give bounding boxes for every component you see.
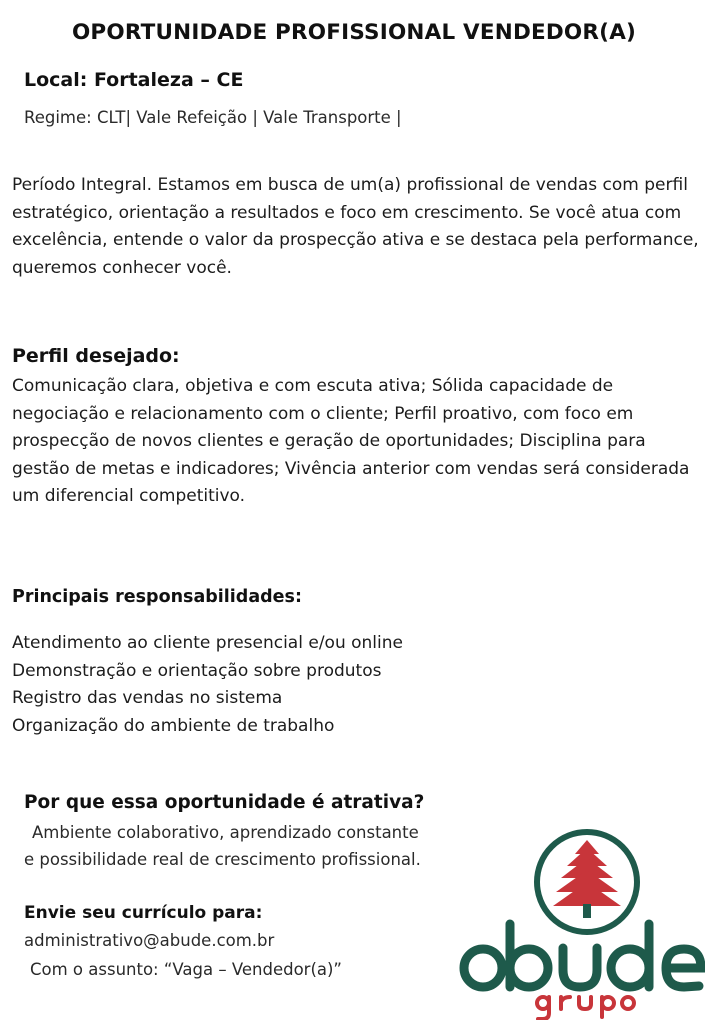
why-text-line-2: e possibilidade real de crescimento profissional.: [24, 850, 421, 869]
list-item: Registro das vendas no sistema: [12, 688, 283, 708]
cedar-emblem-icon: [537, 832, 637, 932]
employment-regime: Regime: CLT| Vale Refeição | Vale Transporte |: [24, 108, 402, 127]
abude-logo: [455, 820, 705, 1020]
profile-heading: Perfil desejado:: [12, 345, 180, 367]
why-heading: Por que essa oportunidade é atrativa?: [24, 792, 425, 813]
profile-paragraph: Comunicação clara, objetiva e com escuta ativa; Sólida capacidade de negociação e relacionamento com o cliente; Perfil proativo, com foco em prospecção de novos clientes e geração de oportunidades; Disciplina para gestão de metas e indicadores; Vivência anterior com vendas será considerada um diferencial competitivo.: [12, 376, 690, 506]
contact-email[interactable]: administrativo@abude.com.br: [24, 931, 275, 950]
location-label: Local: Fortaleza – CE: [24, 69, 244, 91]
responsibilities-list: [12, 630, 403, 740]
intro-paragraph: Período Integral. Estamos em busca de um(a) profissional de vendas com perfil estratégico, orientação a resultados e foco em crescimento. Se você atua com excelência, entende o valor da prospecção ativa e se destaca pela performance, queremos conhecer você.: [12, 175, 699, 278]
email-subject: Com o assunto: “Vaga – Vendedor(a)”: [30, 960, 342, 979]
list-item: Demonstração e orientação sobre produtos: [12, 660, 382, 681]
why-text-line-1: Ambiente colaborativo, aprendizado constante: [32, 823, 419, 842]
send-cv-heading: Envie seu currículo para:: [24, 903, 263, 923]
grupo-wordmark: [537, 997, 634, 1019]
page-title: OPORTUNIDADE PROFISSIONAL VENDEDOR(A): [71, 20, 637, 45]
responsibilities-heading: Principais responsabilidades:: [12, 587, 302, 607]
list-item: Organização do ambiente de trabalho: [12, 715, 335, 736]
list-item: Atendimento ao cliente presencial e/ou online: [12, 633, 403, 653]
